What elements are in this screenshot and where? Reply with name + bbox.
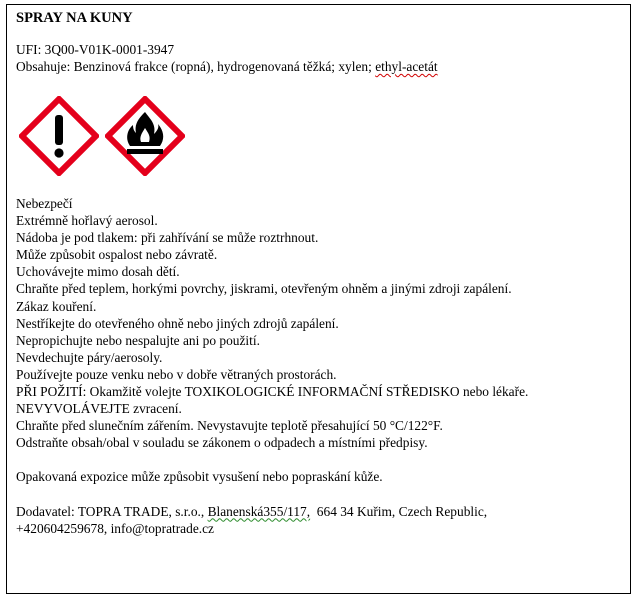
ingredients-line (16, 58, 438, 75)
statement-line: Zákaz kouření. (16, 298, 97, 314)
supplier-address: Blanenská355/117, (207, 503, 311, 519)
statement-line: Může způsobit ospalost nebo závratě. (16, 247, 218, 263)
supplier-contact: +420604259678, info@topratrade.cz (16, 520, 215, 536)
hazard-statements (16, 195, 528, 537)
statement-line: PŘI POŽITÍ: Okamžitě volejte TOXIKOLOGICKÉ INFORMAČNÍ STŘEDISKO nebo lékaře. (16, 384, 529, 400)
supplier-line (16, 503, 528, 520)
statement-line: NEVYVOLÁVEJTE zvracení. (16, 401, 182, 417)
statement-line: Extrémně hořlavý aerosol. (16, 213, 158, 229)
signal-word: Nebezpečí (16, 196, 73, 211)
statement-line: Nevdechujte páry/aerosoly. (16, 349, 163, 365)
statement-line: Používejte pouze venku nebo v dobře větraných prostorách. (16, 366, 337, 382)
statement-line: Nepropichujte nebo nespalujte ani po použití. (16, 332, 260, 348)
exposure-statement: Opakovaná expozice může způsobit vysušení nebo popraskání kůže. (16, 469, 383, 485)
statement-line: Chraňte před teplem, horkými povrchy, jiskrami, otevřeným ohněm a jinými zdroji zapálení. (16, 281, 512, 297)
statement-line: Chraňte před slunečním zářením. Nevystavujte teplotě přesahující 50 °C/122°F. (16, 418, 443, 434)
spacer (16, 451, 528, 468)
ufi-code: UFI: 3Q00-V01K-0001-3947 (16, 42, 175, 57)
exclamation-mark-icon (19, 96, 99, 176)
product-title: SPRAY NA KUNY (16, 10, 133, 26)
label-frame (6, 4, 631, 594)
supplier-name: Dodavatel: TOPRA TRADE, s.r.o., (16, 503, 208, 519)
statement-line: Nádoba je pod tlakem: při zahřívání se může roztrhnout. (16, 230, 319, 246)
statement-line: Uchovávejte mimo dosah dětí. (16, 264, 180, 280)
hazard-pictograms (19, 96, 219, 176)
supplier-city: 664 34 Kuřim, Czech Republic, (310, 503, 488, 519)
statement-line: Odstraňte obsah/obal v souladu se zákonem o odpadech a místními předpisy. (16, 435, 428, 451)
ingredients-text: Obsahuje: Benzinová frakce (ropná), hydrogenovaná těžká; xylen; (16, 59, 376, 74)
flame-icon (105, 96, 185, 176)
spacer (16, 486, 528, 503)
ethyl-acetate-text: ethyl-acetát (375, 59, 438, 74)
statement-line: Nestříkejte do otevřeného ohně nebo jiných zdrojů zapálení. (16, 315, 339, 331)
